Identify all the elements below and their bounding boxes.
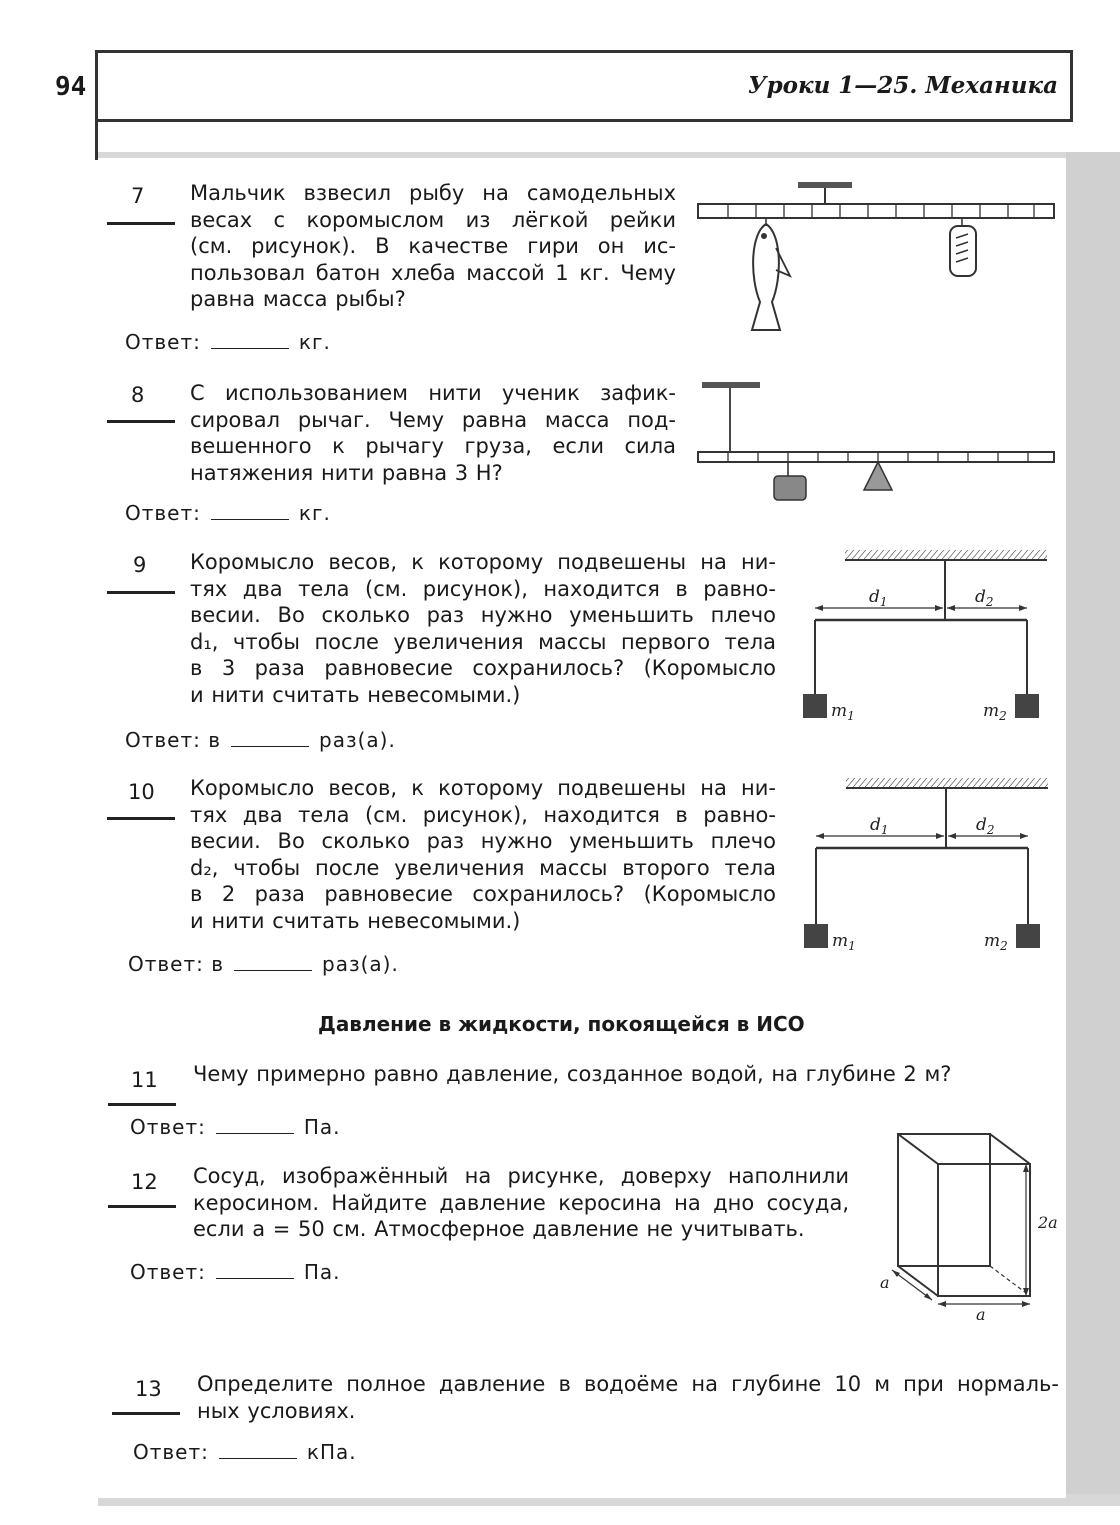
question-11-text: Чему примерно равно давление, созданное водой, на глубине 2 м? (193, 1062, 952, 1086)
page-shading (1066, 152, 1120, 1502)
m1-label: $m_1$ (831, 701, 855, 723)
question-number: 11 (131, 1068, 158, 1092)
answer-blank[interactable] (231, 746, 309, 747)
question-number: 9 (133, 553, 147, 577)
answer-line-10: Ответ: в раз(а). (128, 952, 399, 976)
question-12-text: Сосуд, изображённый на рисунке, доверху наполнили керосином. Найдите давление керосина на дно сосуда, если a = 50 см. Атмосферное давление не учитывать. (193, 1164, 849, 1241)
question-number: 8 (131, 383, 145, 407)
section-heading: Давление в жидкости, покоящейся в ИСО (318, 1012, 805, 1036)
answer-blank[interactable] (211, 519, 289, 520)
question-rule (107, 817, 175, 820)
answer-blank[interactable] (219, 1458, 297, 1459)
question-rule (107, 420, 175, 423)
question-rule (112, 1412, 180, 1415)
answer-line-11: Ответ: Па. (130, 1115, 341, 1139)
height-label: 2a (1038, 1213, 1058, 1232)
question-rule (108, 1103, 176, 1106)
m1-label: $m_1$ (832, 931, 856, 953)
m2-label: $m_2$ (983, 701, 1007, 723)
lever-d2-figure (796, 776, 1056, 956)
question-number: 7 (131, 184, 145, 208)
d1-label: $d_1$ (870, 815, 889, 837)
question-10-text: Коромысло весов, к которому подвешены на ни- тях два тела (см. рисунок), находится в равно- весии. Во сколько раз нужно уменьшить плечо d₂, чтобы после увеличения массы второго тела в 2 раза равновесие сохранилось? (Коромысло и нити считать невесомыми.) (190, 776, 776, 933)
d2-label: $d_2$ (975, 587, 994, 609)
question-9-text: Коромысло весов, к которому подвешены на ни- тях два тела (см. рисунок), находится в равно- весии. Во сколько раз нужно уменьшить плечо d₁, чтобы после увеличения массы первого тела в 3 раза равновесие сохранилось? (Коромысло и нити считать невесомыми.) (190, 550, 776, 707)
answer-blank[interactable] (234, 970, 312, 971)
answer-line-8: Ответ: кг. (125, 501, 331, 525)
width-label: a (976, 1305, 986, 1324)
lever-d1-figure (795, 548, 1055, 728)
question-rule (107, 222, 175, 225)
depth-label: a (880, 1273, 890, 1292)
answer-line-13: Ответ: кПа. (133, 1440, 357, 1464)
page-number: 94 (55, 72, 87, 102)
question-rule (107, 591, 175, 594)
header-title: Уроки 1—25. Механика (747, 72, 1058, 99)
m2-label: $m_2$ (984, 931, 1008, 953)
answer-blank[interactable] (211, 348, 289, 349)
answer-blank[interactable] (216, 1278, 294, 1279)
question-number: 13 (135, 1377, 162, 1401)
lever-thread-figure (690, 378, 1070, 508)
answer-line-7: Ответ: кг. (125, 330, 331, 354)
question-number: 10 (128, 780, 155, 804)
question-number: 12 (131, 1170, 158, 1194)
d1-label: $d_1$ (869, 587, 888, 609)
vessel-box-figure (870, 1128, 1070, 1323)
answer-line-12: Ответ: Па. (130, 1260, 341, 1284)
question-13-text: Определите полное давление в водоёме на глубине 10 м при нормаль- ных условиях. (197, 1372, 1059, 1423)
question-rule (108, 1205, 176, 1208)
d2-label: $d_2$ (976, 815, 995, 837)
question-7-text: Мальчик взвесил рыбу на самодельных весах с коромыслом из лёгкой рейки (см. рисунок). В качестве гири он ис- пользовал батон хлеба массой 1 кг. Чему равна масса рыбы? (190, 181, 676, 311)
answer-blank[interactable] (216, 1133, 294, 1134)
question-8-text: С использованием нити ученик зафик- сировал рычаг. Чему равна масса под- вешенного к рычагу груза, если сила натяжения нити равна 3 Н? (190, 381, 676, 485)
answer-line-9: Ответ: в раз(а). (125, 728, 396, 752)
fish-scale-figure (690, 178, 1070, 338)
